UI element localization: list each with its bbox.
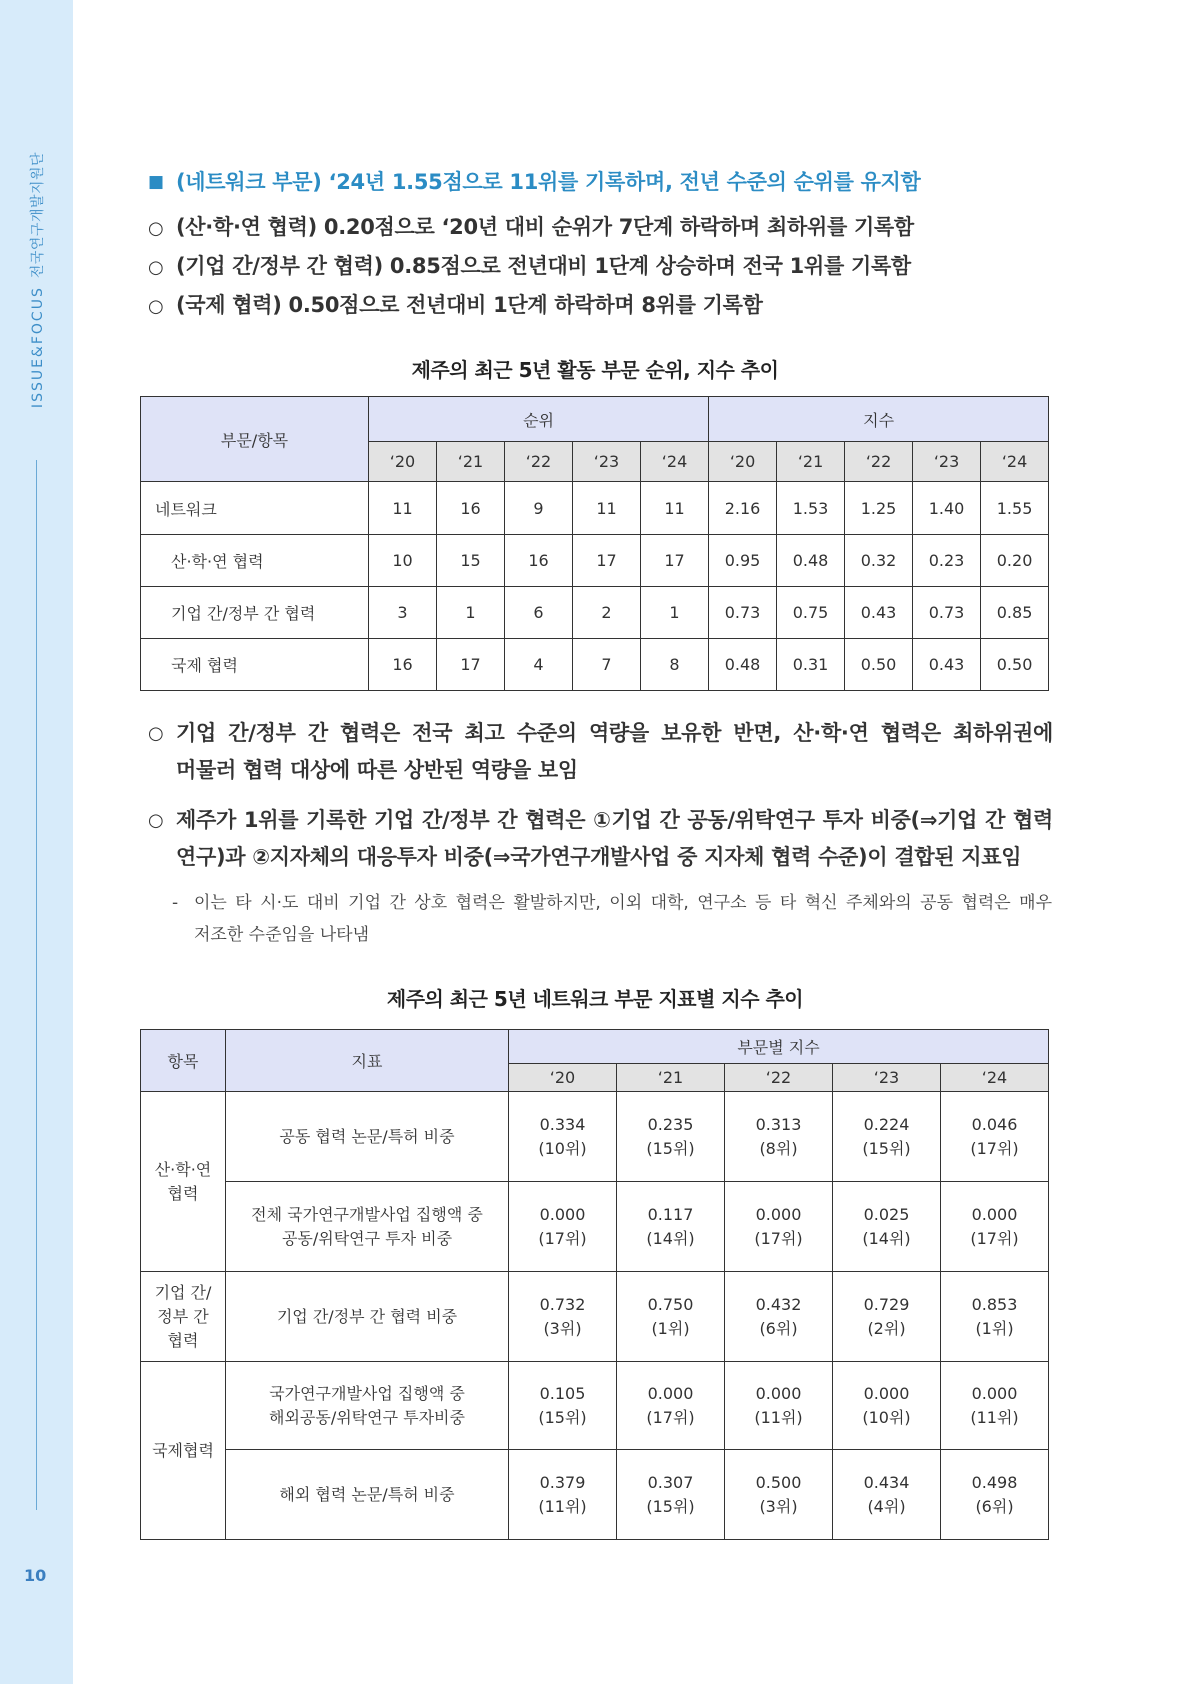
row-label: 국제 협력 xyxy=(141,639,369,691)
paragraph-line: 제주가 1위를 기록한 기업 간/정부 간 협력은 ①기업 간 공동/위탁연구 투자 비중(⇒기업 간 협력 xyxy=(176,808,1053,832)
year-header: ‘20 xyxy=(369,442,437,482)
rank: (6위) xyxy=(975,1496,1014,1516)
rank: (17위) xyxy=(646,1407,695,1427)
circle-bullet-icon: ○ xyxy=(148,723,164,744)
value-cell xyxy=(725,1092,833,1182)
value: 0.853 xyxy=(971,1294,1018,1314)
rank: (10위) xyxy=(538,1138,587,1158)
rank-cell: 8 xyxy=(641,639,709,691)
year-header: ‘24 xyxy=(941,1064,1049,1092)
rank: (1위) xyxy=(975,1318,1014,1338)
value-cell xyxy=(833,1182,941,1272)
note xyxy=(172,887,1052,951)
value: 0.379 xyxy=(539,1472,586,1492)
rank-cell: 11 xyxy=(641,482,709,535)
rank-index-table xyxy=(140,396,1049,691)
rank-cell: 3 xyxy=(369,587,437,639)
circle-bullet-icon: ○ xyxy=(148,218,164,239)
table-row xyxy=(141,1362,1049,1450)
rank-cell: 16 xyxy=(437,482,505,535)
sidebar-divider xyxy=(36,460,37,1510)
rank: (4위) xyxy=(867,1496,906,1516)
value-cell xyxy=(833,1450,941,1540)
rank: (11위) xyxy=(538,1496,587,1516)
rank-cell: 17 xyxy=(437,639,505,691)
index-cell: 0.73 xyxy=(913,587,981,639)
table-row xyxy=(141,639,1049,691)
value-cell xyxy=(725,1272,833,1362)
year-header: ‘21 xyxy=(617,1064,725,1092)
sub-bullet-2 xyxy=(148,250,911,280)
sub-bullet-3 xyxy=(148,289,763,319)
value-cell xyxy=(725,1450,833,1540)
rank: (17위) xyxy=(754,1228,803,1248)
index-cell: 0.95 xyxy=(709,535,777,587)
value: 0.313 xyxy=(755,1114,802,1134)
value: 0.000 xyxy=(755,1204,802,1224)
table-row xyxy=(141,1092,1049,1182)
table1-corner-header: 부문/항목 xyxy=(141,397,369,482)
value: 0.750 xyxy=(647,1294,694,1314)
year-header: ‘20 xyxy=(709,442,777,482)
value-cell xyxy=(509,1272,617,1362)
index-cell: 0.43 xyxy=(845,587,913,639)
sidebar-label-ko: 전국연구개발지원단 xyxy=(30,151,46,279)
value: 0.334 xyxy=(539,1114,586,1134)
group-label xyxy=(141,1362,226,1540)
rank-cell: 4 xyxy=(505,639,573,691)
rank-cell: 7 xyxy=(573,639,641,691)
group-label-line: 산·학·연 xyxy=(154,1159,212,1179)
circle-bullet-icon: ○ xyxy=(148,810,164,831)
value: 0.235 xyxy=(647,1114,694,1134)
value: 0.000 xyxy=(971,1383,1018,1403)
group-label-line: 정부 간 xyxy=(157,1306,209,1326)
rank: (2위) xyxy=(867,1318,906,1338)
value: 0.434 xyxy=(863,1472,910,1492)
rank-cell: 2 xyxy=(573,587,641,639)
group-label-line: 협력 xyxy=(167,1183,199,1203)
rank-cell: 1 xyxy=(437,587,505,639)
value-cell xyxy=(941,1450,1049,1540)
value-cell xyxy=(941,1272,1049,1362)
paragraph-1 xyxy=(148,715,1053,789)
rank: (15위) xyxy=(538,1407,587,1427)
rank: (10위) xyxy=(862,1407,911,1427)
index-cell: 1.53 xyxy=(777,482,845,535)
headline-text: (네트워크 부문) ‘24년 1.55점으로 11위를 기록하며, 전년 수준의 순위를 유지함 xyxy=(176,170,921,194)
rank: (14위) xyxy=(646,1228,695,1248)
rank: (1위) xyxy=(651,1318,690,1338)
year-header: ‘22 xyxy=(725,1064,833,1092)
year-header: ‘21 xyxy=(437,442,505,482)
rank: (3위) xyxy=(759,1496,798,1516)
index-cell: 0.75 xyxy=(777,587,845,639)
value: 0.732 xyxy=(539,1294,586,1314)
value: 0.025 xyxy=(863,1204,910,1224)
index-cell: 0.32 xyxy=(845,535,913,587)
year-header: ‘23 xyxy=(573,442,641,482)
value-cell xyxy=(725,1362,833,1450)
rank: (15위) xyxy=(646,1496,695,1516)
paragraph-line: 머물러 협력 대상에 따른 상반된 역량을 보임 xyxy=(176,758,578,782)
table-row xyxy=(141,1182,1049,1272)
value-cell xyxy=(941,1182,1049,1272)
value-cell xyxy=(833,1362,941,1450)
value-cell xyxy=(509,1362,617,1450)
group-label-line: 기업 간/ xyxy=(154,1282,212,1302)
table1-rank-header: 순위 xyxy=(369,397,709,442)
table-row xyxy=(141,482,1049,535)
indicator-cell xyxy=(226,1450,509,1540)
value: 0.432 xyxy=(755,1294,802,1314)
year-header: ‘21 xyxy=(777,442,845,482)
index-cell: 0.48 xyxy=(777,535,845,587)
rank-cell: 11 xyxy=(573,482,641,535)
table1-index-header: 지수 xyxy=(709,397,1049,442)
indicator-table xyxy=(140,1029,1049,1540)
table-row xyxy=(141,587,1049,639)
index-cell: 2.16 xyxy=(709,482,777,535)
value-cell xyxy=(941,1092,1049,1182)
index-cell: 0.50 xyxy=(845,639,913,691)
rank-cell: 16 xyxy=(369,639,437,691)
rank: (8위) xyxy=(759,1138,798,1158)
index-cell: 0.73 xyxy=(709,587,777,639)
group-label-line: 협력 xyxy=(167,1330,199,1350)
index-cell: 0.43 xyxy=(913,639,981,691)
indicator-line: 전체 국가연구개발사업 집행액 중 xyxy=(251,1204,483,1224)
sub-bullet-text: (국제 협력) 0.50점으로 전년대비 1단계 하락하며 8위를 기록함 xyxy=(176,293,763,317)
row-label: 네트워크 xyxy=(141,482,369,535)
indicator-line: 공동/위탁연구 투자 비중 xyxy=(281,1228,453,1248)
year-header: ‘22 xyxy=(505,442,573,482)
group-label xyxy=(141,1272,226,1362)
rank-cell: 17 xyxy=(641,535,709,587)
value-cell xyxy=(833,1092,941,1182)
rank: (17위) xyxy=(970,1228,1019,1248)
index-cell: 0.31 xyxy=(777,639,845,691)
indicator-cell xyxy=(226,1362,509,1450)
rank-cell: 16 xyxy=(505,535,573,587)
value-cell xyxy=(509,1450,617,1540)
indicator-line: 공동 협력 논문/특허 비중 xyxy=(279,1126,455,1146)
year-header: ‘23 xyxy=(913,442,981,482)
rank: (11위) xyxy=(754,1407,803,1427)
value-cell xyxy=(725,1182,833,1272)
indicator-line: 기업 간/정부 간 협력 비중 xyxy=(276,1306,458,1326)
indicator-line: 해외공동/위탁연구 투자비중 xyxy=(269,1407,465,1427)
sub-bullet-1 xyxy=(148,211,914,241)
index-cell: 0.23 xyxy=(913,535,981,587)
value-cell xyxy=(617,1450,725,1540)
row-label: 기업 간/정부 간 협력 xyxy=(141,587,369,639)
value: 0.307 xyxy=(647,1472,694,1492)
indicator-cell xyxy=(226,1182,509,1272)
value: 0.000 xyxy=(863,1383,910,1403)
value: 0.000 xyxy=(971,1204,1018,1224)
indicator-line: 국가연구개발사업 집행액 중 xyxy=(269,1383,465,1403)
paragraph-line: 기업 간/정부 간 협력은 전국 최고 수준의 역량을 보유한 반면, 산·학·연 협력은 최하위권에 xyxy=(176,721,1053,745)
paragraph-2 xyxy=(148,802,1053,876)
value: 0.000 xyxy=(647,1383,694,1403)
value-cell xyxy=(617,1272,725,1362)
year-header: ‘22 xyxy=(845,442,913,482)
value: 0.224 xyxy=(863,1114,910,1134)
indicator-line: 해외 협력 논문/특허 비중 xyxy=(279,1484,455,1504)
rank: (17위) xyxy=(538,1228,587,1248)
rank: (11위) xyxy=(970,1407,1019,1427)
value-cell xyxy=(941,1362,1049,1450)
rank-cell: 6 xyxy=(505,587,573,639)
value-cell xyxy=(617,1092,725,1182)
value: 0.105 xyxy=(539,1383,586,1403)
sub-bullet-text: (기업 간/정부 간 협력) 0.85점으로 전년대비 1단계 상승하며 전국 1위를 기록함 xyxy=(176,254,911,278)
table2-caption: 제주의 최근 5년 네트워크 부문 지표별 지수 추이 xyxy=(386,987,804,1011)
index-cell: 0.50 xyxy=(981,639,1049,691)
index-cell: 0.85 xyxy=(981,587,1049,639)
circle-bullet-icon: ○ xyxy=(148,296,164,317)
value: 0.000 xyxy=(539,1204,586,1224)
rank: (6위) xyxy=(759,1318,798,1338)
value-cell xyxy=(833,1272,941,1362)
circle-bullet-icon: ○ xyxy=(148,257,164,278)
indicator-cell xyxy=(226,1272,509,1362)
value: 0.000 xyxy=(755,1383,802,1403)
table1-caption: 제주의 최근 5년 활동 부문 순위, 지수 추이 xyxy=(411,358,779,382)
value: 0.117 xyxy=(647,1204,694,1224)
table-row xyxy=(141,535,1049,587)
sidebar-label xyxy=(27,152,47,408)
index-cell: 1.40 xyxy=(913,482,981,535)
table2-indicator-header: 지표 xyxy=(226,1030,509,1092)
note-line: 저조한 수준임을 나타냄 xyxy=(194,925,370,945)
sidebar xyxy=(0,0,73,1684)
rank: (15위) xyxy=(862,1138,911,1158)
value: 0.500 xyxy=(755,1472,802,1492)
value-cell xyxy=(617,1362,725,1450)
paragraph-line: 연구)과 ②지자체의 대응투자 비중(⇒국가연구개발사업 중 지자체 협력 수준)이 결합된 지표임 xyxy=(176,845,1022,869)
table2-group-header: 부문별 지수 xyxy=(509,1030,1049,1064)
index-cell: 0.48 xyxy=(709,639,777,691)
rank: (3위) xyxy=(543,1318,582,1338)
table-row xyxy=(141,1272,1049,1362)
group-label-line: 국제협력 xyxy=(152,1440,214,1460)
value-cell xyxy=(509,1092,617,1182)
index-cell: 1.55 xyxy=(981,482,1049,535)
note-line: 이는 타 시·도 대비 기업 간 상호 협력은 활발하지만, 이외 대학, 연구소 등 타 혁신 주체와의 공동 협력은 매우 xyxy=(194,893,1052,913)
table-row xyxy=(141,1450,1049,1540)
rank-cell: 9 xyxy=(505,482,573,535)
group-label xyxy=(141,1092,226,1272)
rank: (14위) xyxy=(862,1228,911,1248)
year-header: ‘23 xyxy=(833,1064,941,1092)
rank-cell: 15 xyxy=(437,535,505,587)
value: 0.046 xyxy=(971,1114,1018,1134)
index-cell: 1.25 xyxy=(845,482,913,535)
rank-cell: 11 xyxy=(369,482,437,535)
value: 0.498 xyxy=(971,1472,1018,1492)
sidebar-label-en: ISSUE&FOCUS xyxy=(30,286,46,409)
rank-cell: 1 xyxy=(641,587,709,639)
rank: (17위) xyxy=(970,1138,1019,1158)
row-label: 산·학·연 협력 xyxy=(141,535,369,587)
indicator-cell xyxy=(226,1092,509,1182)
rank-cell: 10 xyxy=(369,535,437,587)
rank: (15위) xyxy=(646,1138,695,1158)
value-cell xyxy=(617,1182,725,1272)
sub-bullet-text: (산·학·연 협력) 0.20점으로 ‘20년 대비 순위가 7단계 하락하며 최하위를 기록함 xyxy=(176,215,914,239)
value: 0.729 xyxy=(863,1294,910,1314)
square-bullet-icon: ■ xyxy=(148,172,164,192)
year-header: ‘24 xyxy=(641,442,709,482)
table2-item-header: 항목 xyxy=(141,1030,226,1092)
rank-cell: 17 xyxy=(573,535,641,587)
headline-bullet xyxy=(148,166,921,196)
year-header: ‘20 xyxy=(509,1064,617,1092)
year-header: ‘24 xyxy=(981,442,1049,482)
index-cell: 0.20 xyxy=(981,535,1049,587)
dash-bullet-icon: - xyxy=(172,893,179,913)
page-number: 10 xyxy=(24,1566,47,1585)
value-cell xyxy=(509,1182,617,1272)
